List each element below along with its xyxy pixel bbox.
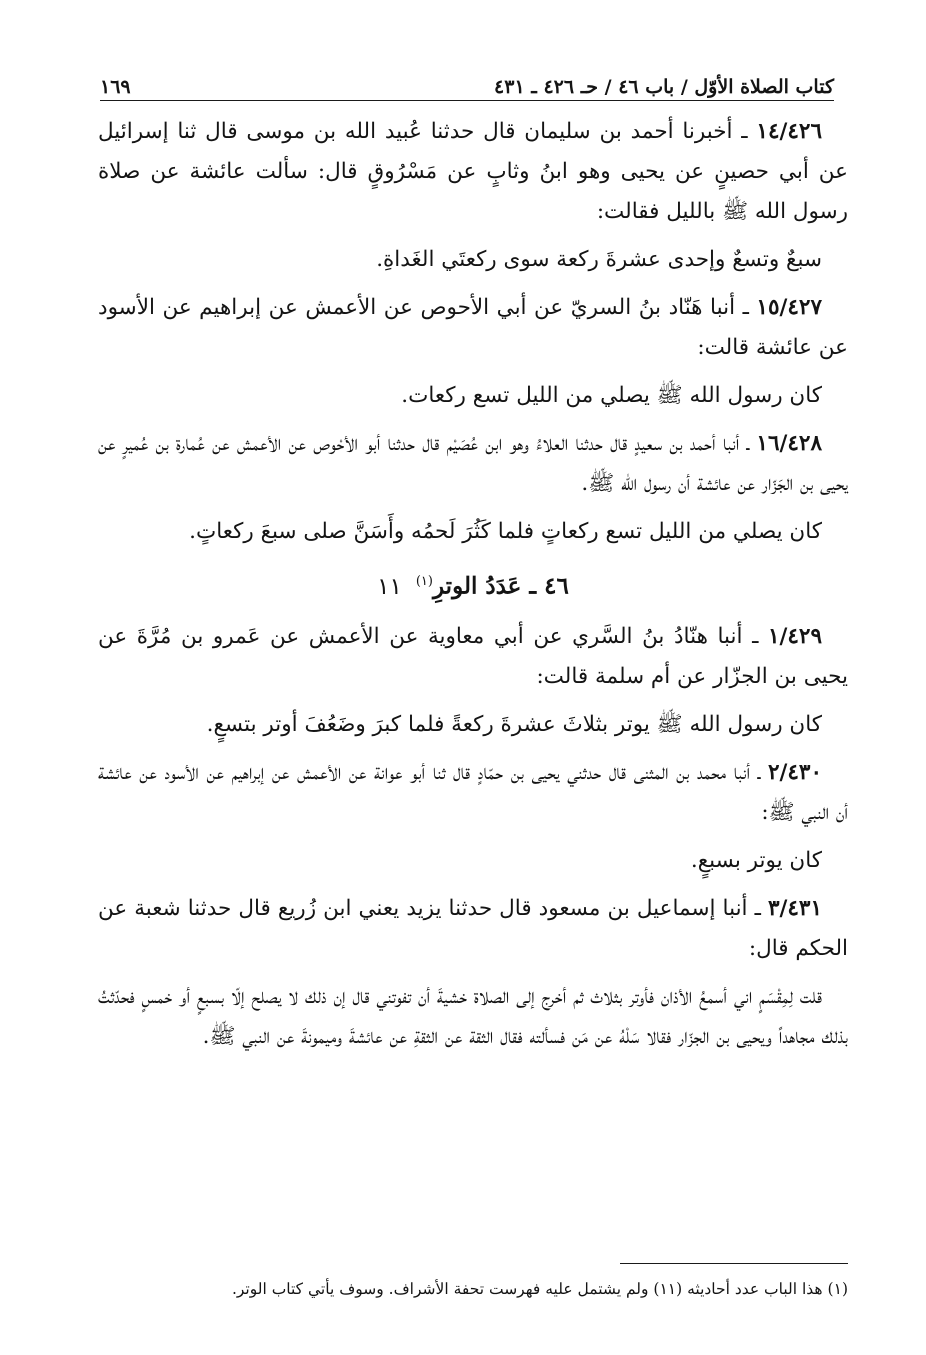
footnote xyxy=(98,1276,848,1302)
hadith-430 xyxy=(98,753,848,833)
header-title: كتاب الصلاة الأوّل / باب ٤٦ / حـ ٤٢٦ ـ ٤٣١ xyxy=(494,76,834,98)
hadith-matn: قلت لِمِقْسَمٍ اني أسمعُ الأذان فأوتر بثلاث ثم أخرج إلى الصلاة خشيةَ أن تفوتني قال إن ذلك لا يصلح إلّا بسبعٍ أو خمسٍ فحدّثتُ بذلك مجاهداً ويحيى بن الجزّار فقالا سَلْهُ عن مَن فسألته فقال الثقة عن الثقةِ عن عائشةَ وميمونةَ عن النبي ﷺ. xyxy=(98,983,848,1049)
hadith-number: ١٦/٤٢٨ xyxy=(756,431,822,456)
hadith-429 xyxy=(98,617,848,697)
hadith-427 xyxy=(98,288,848,368)
hadith-isnad: ـ أنبا أحمد بن سعيدٍ قال حدثنا العلاءُ وهو ابن عُصَيْم قال حدثنا أبو الأحْوص عن الأعمش عن عُمارة بن عُميرٍ عن يحيى بن الجَزّار عن عائشة أن رسول الله ﷺ. xyxy=(98,431,848,496)
footnote-marker: (١) xyxy=(827,1280,848,1298)
hadith-matn: سبعٌ وتسعٌ وإحدى عشرةَ ركعة سوى ركعتَي الغَداةِ. xyxy=(376,247,822,272)
hadith-matn: كان يوتر بسبعٍ. xyxy=(690,847,822,873)
hadith-426 xyxy=(98,112,848,232)
page-number: ١٦٩ xyxy=(100,76,131,98)
page-body xyxy=(98,112,848,1065)
hadith-number: ١/٤٢٩ xyxy=(767,623,822,649)
chapter-heading xyxy=(98,562,848,607)
running-header xyxy=(100,66,834,101)
hadith-431 xyxy=(98,889,848,969)
hadith-428 xyxy=(98,424,848,504)
hadith-isnad: ـ أنبا هنّادُ بنُ السَّري عن أبي معاوية عن الأعمش عن عَمرو بن مُرَّةَ عن يحيى بن الجزّار عن أم سلمة قالت: xyxy=(98,623,848,689)
chapter-hadith-count: ١١ xyxy=(377,573,402,600)
hadith-isnad: ـ أنبا هَنّاد بنُ السريّ عن أبي الأحوص عن الأعمش عن إبراهيم عن الأسود عن عائشة قالت: xyxy=(98,295,848,360)
hadith-number: ٢/٤٣٠ xyxy=(767,759,822,785)
hadith-isnad: ـ أنبا محمد بن المثنى قال حدثني يحيى بن حمّادٍ قال ثنا أبو عوانة عن الأعمش عن إبراهيم عن الأسود عن عائشة أن النبي ﷺ: xyxy=(98,759,848,825)
hadith-number: ١٤/٤٢٦ xyxy=(756,119,823,144)
hadith-number: ١٥/٤٢٧ xyxy=(756,295,822,320)
hadith-matn: كان يصلي من الليل تسع ركعاتٍ فلما كَثُرَ لَحمُه وأَسَنَّ صلى سبعَ ركعاتٍ. xyxy=(189,519,822,544)
hadith-isnad: ـ أنبا إسماعيل بن مسعود قال حدثنا يزيد يعني ابن زُريع قال حدثنا شعبة عن الحكم قال: xyxy=(98,895,848,961)
footnote-text: هذا الباب عدد أحاديثه (١١) ولم يشتمل عليه فهرست تحفة الأشراف. وسوف يأتي كتاب الوتر. xyxy=(231,1280,823,1298)
hadith-matn: كان رسول الله ﷺ يصلي من الليل تسع ركعات. xyxy=(401,383,822,408)
hadith-number: ٣/٤٣١ xyxy=(767,895,822,921)
hadith-isnad: ـ أخبرنا أحمد بن سليمان قال حدثنا عُبيد الله بن موسى قال ثنا إسرائيل عن أبي حصينٍ عن يحيى وهو ابنُ وثابٍ عن مَسْرُوقٍ قال: سألت عائشة عن صلاة رسول الله ﷺ بالليل فقالت: xyxy=(98,119,848,224)
chapter-title: ٤٦ ـ عَدَدُ الوترِ xyxy=(432,572,569,600)
footnote-reference: (١) xyxy=(415,574,433,589)
footnote-divider xyxy=(620,1263,848,1264)
hadith-matn: كان رسول الله ﷺ يوتر بثلاثَ عشرةَ ركعةً فلما كبرَ وضَعُفَ أوتر بتسعٍ. xyxy=(206,711,822,737)
